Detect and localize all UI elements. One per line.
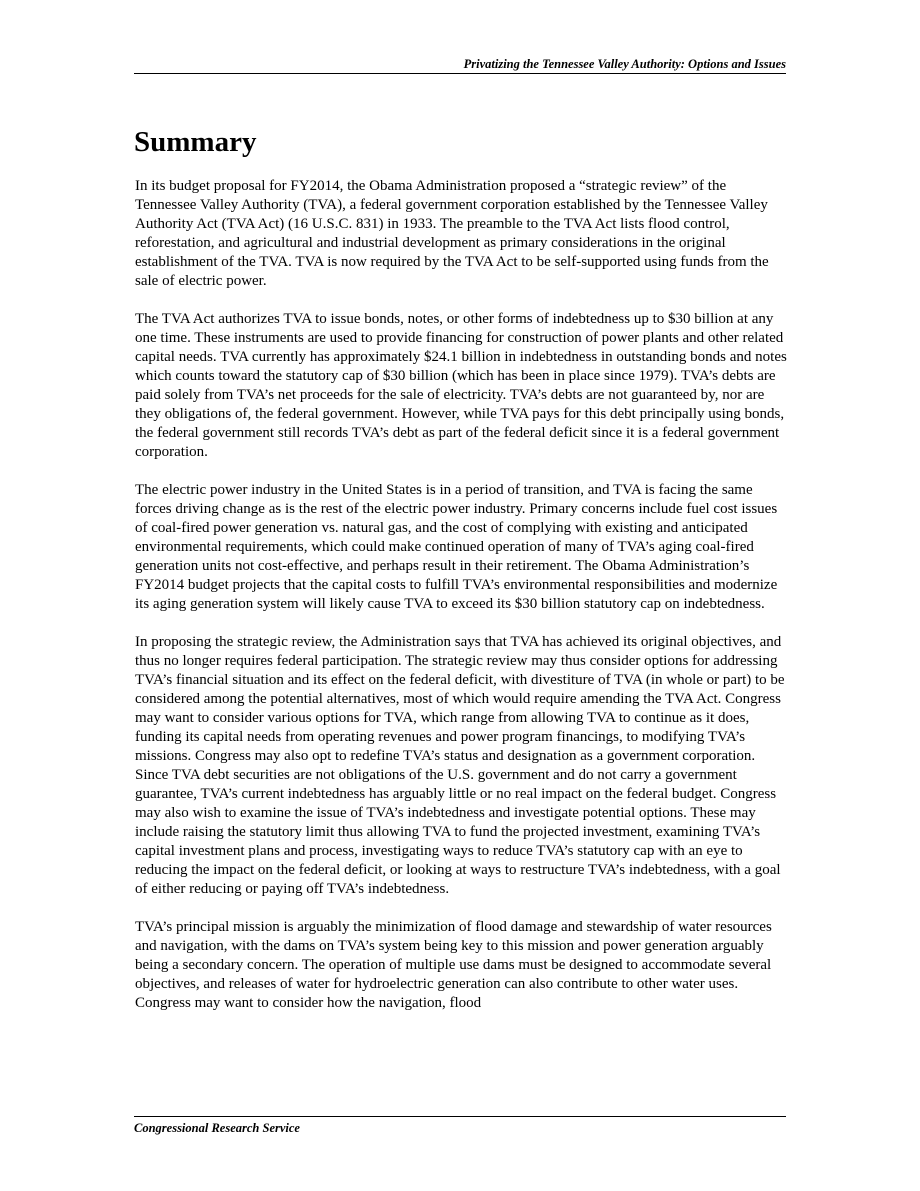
running-footer: Congressional Research Service xyxy=(134,1121,300,1135)
summary-paragraph-4: In proposing the strategic review, the Administration says that TVA has achieved its original objectives, and thus no longer requires federal participation. The strategic review may thus consider options for addressing TVA’s financial situation and its effect on the federal deficit, with divestiture of TVA (in whole or part) to be considered among the potential alternatives, most of which would require amending the TVA Act. Congress may want to consider various options for TVA, which range from allowing TVA to continue as it does, funding its capital needs from operating revenues and power program financings, to modifying TVA’s missions. Congress may also opt to redefine TVA’s status and designation as a government corporation. Since TVA debt securities are not obligations of the U.S. government and do not carry a government guarantee, TVA’s current indebtedness has arguably little or no real impact on the federal budget. Congress may also wish to examine the issue of TVA’s indebtedness and investigate potential options. These may include raising the statutory limit thus allowing TVA to fund the projected investment, examining TVA’s capital investment plans and process, investigating ways to reduce TVA’s statutory cap with an eye to reducing the impact on the federal deficit, or looking at ways to restructure TVA’s indebtedness, with a goal of either reducing or paying off TVA’s indebtedness. xyxy=(135,634,785,897)
footer-rule xyxy=(134,1116,786,1117)
section-title: Summary xyxy=(134,126,257,158)
header-rule xyxy=(134,73,786,74)
running-header: Privatizing the Tennessee Valley Authority: Options and Issues xyxy=(463,57,786,71)
summary-paragraph-1: In its budget proposal for FY2014, the Obama Administration proposed a “strategic review” of the Tennessee Valley Authority (TVA), a federal government corporation established by the Tennessee Valley Authority Act (TVA Act) (16 U.S.C. 831) in 1933. The preamble to the TVA Act lists flood control, reforestation, and agricultural and industrial development as primary considerations in the original establishment of the TVA. TVA is now required by the TVA Act to be self-supported using funds from the sale of electric power. xyxy=(135,178,769,289)
summary-body xyxy=(135,177,787,1032)
summary-paragraph-2: The TVA Act authorizes TVA to issue bonds, notes, or other forms of indebtedness up to $30 billion at any one time. These instruments are used to provide financing for construction of power plants and other related capital needs. TVA currently has approximately $24.1 billion in indebtedness in outstanding bonds and notes which counts toward the statutory cap of $30 billion (which has been in place since 1979). TVA’s debts are paid solely from TVA’s net proceeds for the sale of electricity. TVA’s debts are not guaranteed by, nor are they obligations of, the federal government. However, while TVA pays for this debt principally using bonds, the federal government still records TVA’s debt as part of the federal deficit since it is a federal government corporation. xyxy=(135,311,787,460)
summary-paragraph-3: The electric power industry in the United States is in a period of transition, and TVA is facing the same forces driving change as is the rest of the electric power industry. Primary concerns include fuel cost issues of coal-fired power generation vs. natural gas, and the cost of complying with existing and anticipated environmental requirements, which could make continued operation of many of TVA’s aging coal-fired generation units not cost-effective, and perhaps result in their retirement. The Obama Administration’s FY2014 budget projects that the capital costs to fulfill TVA’s environmental responsibilities and modernize its aging generation system will likely cause TVA to exceed its $30 billion statutory cap on indebtedness. xyxy=(135,482,778,612)
summary-paragraph-5: TVA’s principal mission is arguably the minimization of flood damage and stewardship of water resources and navigation, with the dams on TVA’s system being key to this mission and power generation arguably being a secondary concern. The operation of multiple use dams must be designed to accommodate several objectives, and releases of water for hydroelectric generation can also contribute to other water uses. Congress may want to consider how the navigation, flood xyxy=(135,919,772,1011)
